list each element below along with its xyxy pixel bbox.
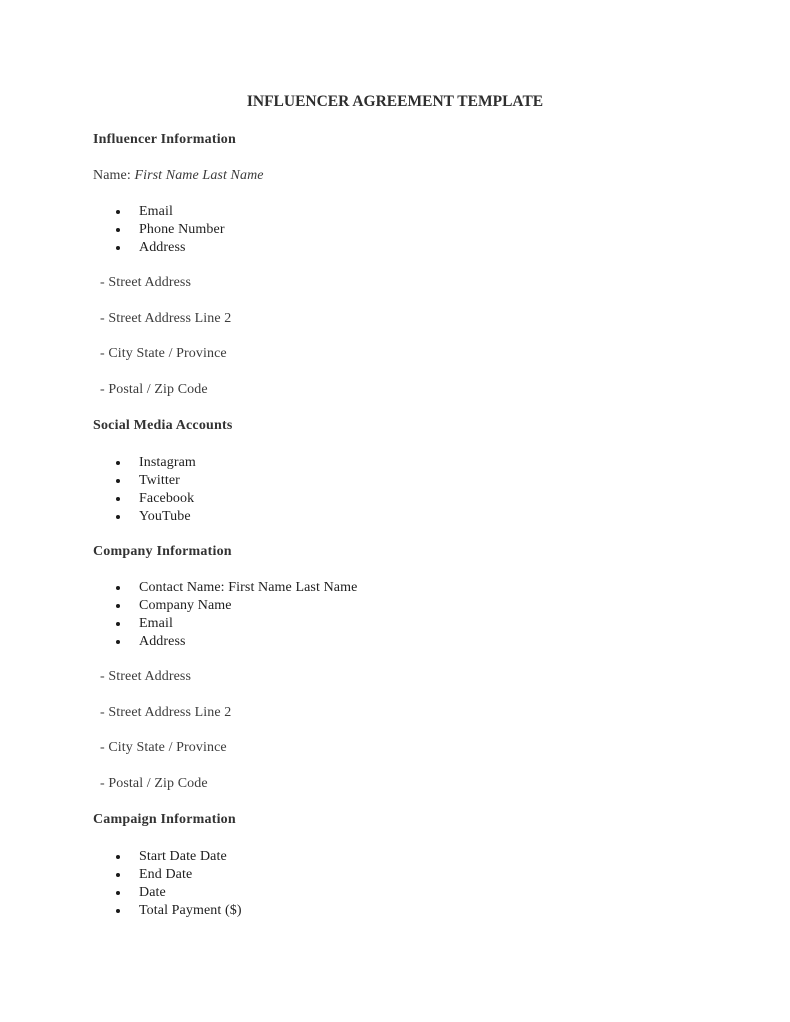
list-item-text: Email [139, 204, 173, 219]
list-item-text: Instagram [139, 455, 196, 470]
company-address-line: - Street Address [100, 669, 192, 684]
bullet-icon [116, 461, 120, 465]
bullet-icon [116, 479, 120, 483]
list-item-text: Total Payment ($) [139, 903, 242, 918]
company-address-line: - Postal / Zip Code [100, 776, 208, 791]
document-title: INFLUENCER AGREEMENT TEMPLATE [246, 93, 544, 110]
list-item-text: Twitter [139, 473, 180, 488]
list-item-text: Company Name [139, 598, 232, 613]
bullet-icon [116, 640, 120, 644]
list-item-text: Contact Name: First Name Last Name [139, 580, 358, 595]
list-item-text: Date [139, 885, 166, 900]
heading-social-media-accounts: Social Media Accounts [93, 418, 233, 433]
bullet-icon [116, 909, 120, 913]
company-address-line: - Street Address Line 2 [100, 705, 232, 720]
bullet-icon [116, 586, 120, 590]
company-address-line: - City State / Province [100, 740, 227, 755]
influencer-address-line: - City State / Province [100, 346, 227, 361]
list-item-text: Start Date Date [139, 849, 227, 864]
list-item-text: YouTube [139, 509, 191, 524]
list-item-text: Facebook [139, 491, 195, 506]
influencer-address-line: - Street Address Line 2 [100, 311, 232, 326]
bullet-icon [116, 891, 120, 895]
heading-campaign-information: Campaign Information [93, 812, 236, 827]
bullet-icon [116, 622, 120, 626]
bullet-icon [116, 515, 120, 519]
list-item-text: Phone Number [139, 222, 225, 237]
bullet-icon [116, 228, 120, 232]
list-item-text: Address [139, 634, 186, 649]
influencer-address-line: - Street Address [100, 275, 192, 290]
name-label: Name: [93, 168, 131, 183]
bullet-icon [116, 497, 120, 501]
list-item-text: Address [139, 240, 186, 255]
list-item-text: End Date [139, 867, 193, 882]
bullet-icon [116, 246, 120, 250]
influencer-address-line: - Postal / Zip Code [100, 382, 208, 397]
influencer-name-line [93, 168, 264, 184]
heading-company-information: Company Information [93, 544, 232, 559]
heading-influencer-information: Influencer Information [93, 132, 236, 147]
bullet-icon [116, 604, 120, 608]
name-value: First Name Last Name [134, 168, 264, 183]
bullet-icon [116, 210, 120, 214]
bullet-icon [116, 873, 120, 877]
bullet-icon [116, 855, 120, 859]
list-item-text: Email [139, 616, 173, 631]
